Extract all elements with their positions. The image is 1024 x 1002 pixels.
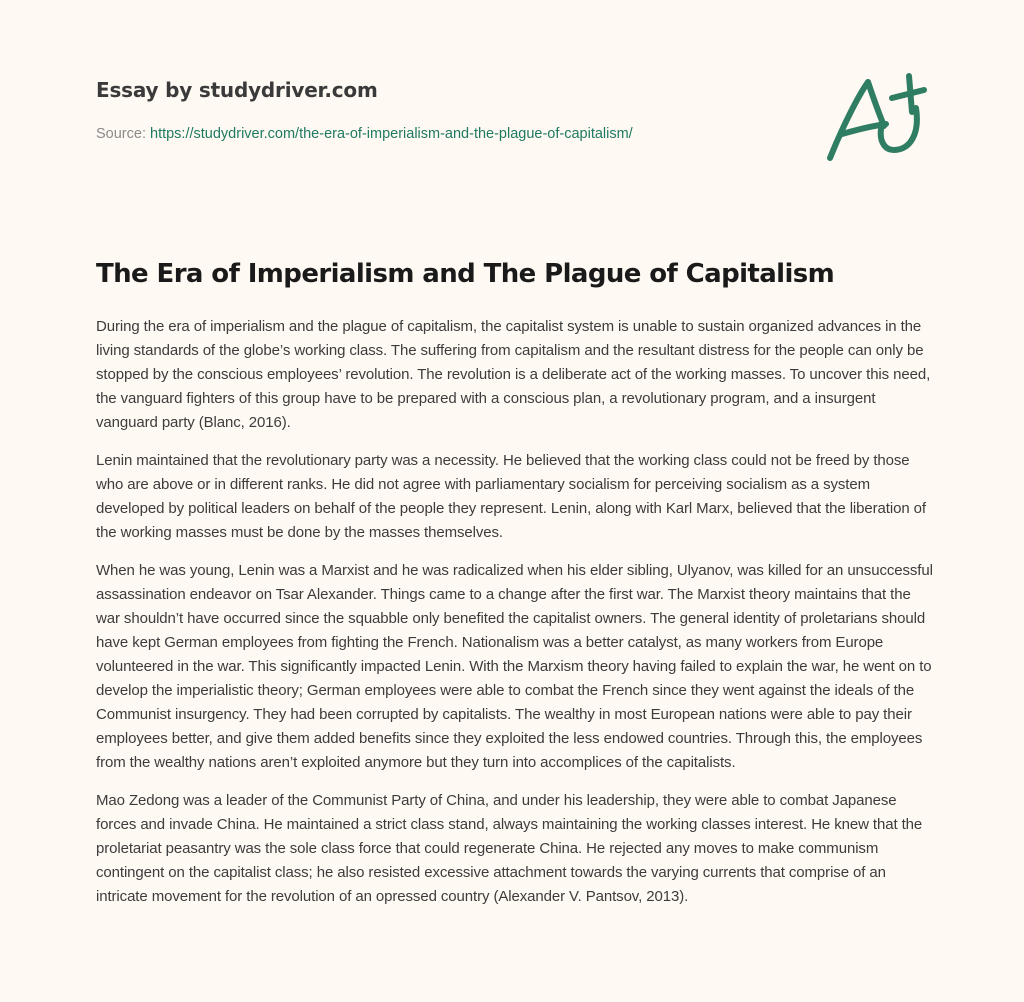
a-plus-grade-icon: [820, 68, 930, 168]
source-link[interactable]: https://studydriver.com/the-era-of-imperialism-and-the-plague-of-capitalism/: [150, 126, 633, 142]
source-label: Source:: [96, 126, 150, 142]
page-header: [96, 76, 796, 144]
a-plus-logo-svg: [820, 68, 930, 168]
essay-paragraph: Mao Zedong was a leader of the Communist Party of China, and under his leadership, they were able to combat Japanese forces and invade China. He maintained a strict class stand, always maintaining the working classes interest. He knew that the proletariat peasantry was the sole class force that could regenerate China. He rejected any moves to make communism contingent on the capitalist class; he also resisted excessive attachment towards the varying currents that comprise of an intricate movement for the revolution of an opressed country (Alexander V. Pantsov, 2013).: [96, 792, 923, 905]
essay-paragraph: During the era of imperialism and the plague of capitalism, the capitalist system is unable to sustain organized advances in the living standards of the globe’s working class. The suffering from capitalism and the resultant distress for the people can only be stopped by the conscious employees’ revolution. The revolution is a deliberate act of the working masses. To uncover this need, the vanguard fighters of this group have to be prepared with a conscious plan, a revolutionary program, and a insurgent vanguard party (Blanc, 2016).: [96, 318, 931, 431]
site-brand: Essay by studydriver.com: [96, 78, 378, 102]
essay-paragraph: Lenin maintained that the revolutionary party was a necessity. He believed that the working class could not be freed by those who are above or in different ranks. He did not agree with parliamentary socialism for perceiving socialism as a system developed by political leaders on behalf of the people they represent. Lenin, along with Karl Marx, believed that the liberation of the working masses must be done by the masses themselves.: [96, 452, 926, 541]
source-line: [96, 124, 796, 144]
essay-body: [96, 315, 936, 923]
essay-title: The Era of Imperialism and The Plague of Capitalism: [96, 259, 835, 289]
essay-paragraph: When he was young, Lenin was a Marxist and he was radicalized when his elder sibling, Ulyanov, was killed for an unsuccessful assassination endeavor on Tsar Alexander. Things came to a change after the first war. The Marxist theory maintains that the war shouldn’t have occurred since the squabble only benefited the capitalist owners. The general identity of proletarians should have kept German employees from fighting the French. Nationalism was a better catalyst, as many workers from Europe volunteered in the war. This significantly impacted Lenin. With the Marxism theory having failed to explain the war, he went on to develop the imperialistic theory; German employees were able to combat the French since they went against the ideals of the Communist insurgency. They had been corrupted by capitalists. The wealthy in most European nations were able to pay their employees better, and give them added benefits since they exploited the less endowed countries. Through this, the employees from the wealthy nations aren’t exploited anymore but they turn into accomplices of the capitalists.: [96, 562, 933, 771]
